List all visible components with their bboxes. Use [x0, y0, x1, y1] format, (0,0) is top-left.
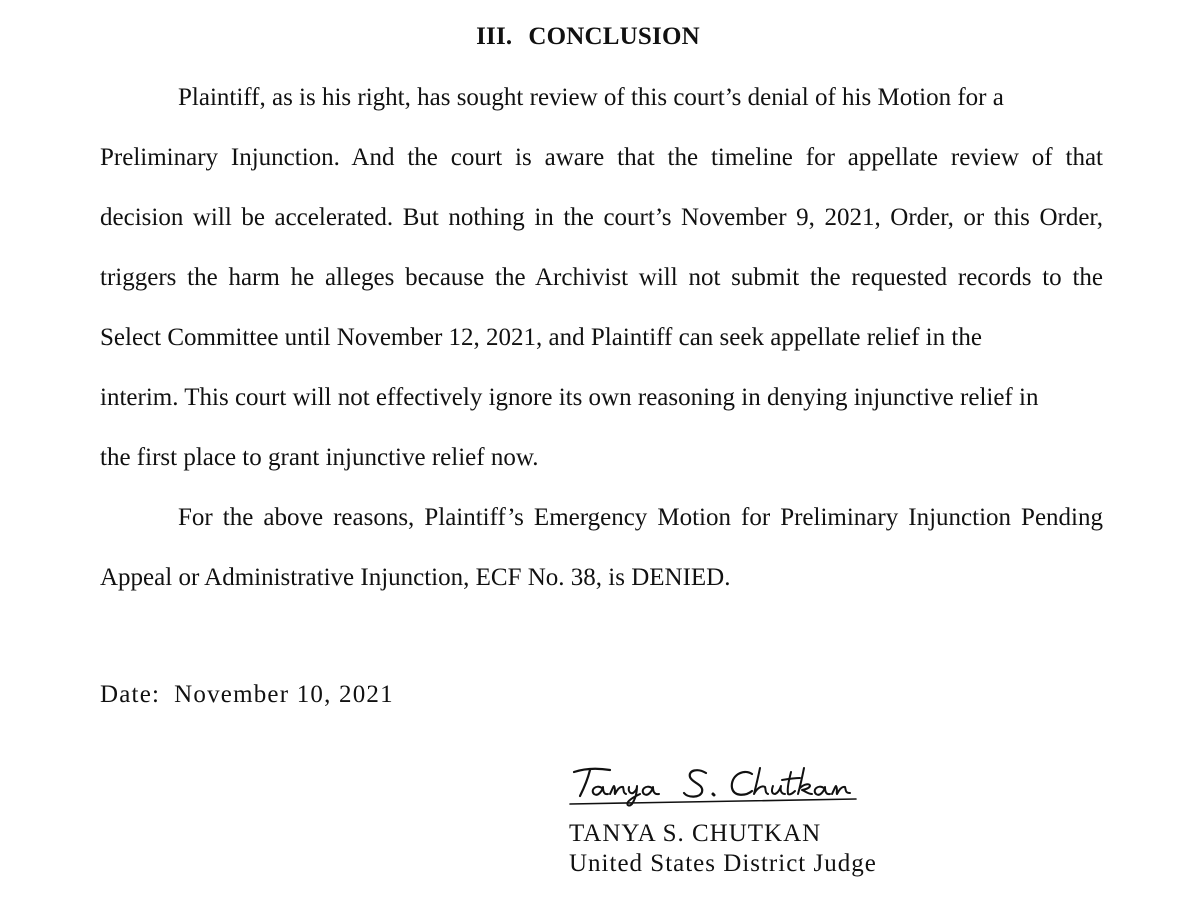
- judge-name: TANYA S. CHUTKAN: [569, 820, 822, 847]
- section-number: III.: [476, 23, 513, 50]
- paragraph-1-line-4: triggers the harm he alleges because the Archivist will not submit the requested records to the: [100, 264, 1103, 291]
- section-heading: [0, 22, 1176, 52]
- paragraph-1-line-5: Select Committee until November 12, 2021, and Plaintiff can seek appellate relief in the: [100, 324, 982, 351]
- date-value: November 10, 2021: [174, 681, 394, 708]
- paragraph-1-line-7: the first place to grant injunctive relief now.: [100, 444, 539, 471]
- judge-title: United States District Judge: [569, 850, 877, 877]
- handwritten-signature: [566, 760, 866, 810]
- paragraph-2-line-1: For the above reasons, Plaintiff’s Emergency Motion for Preliminary Injunction Pending: [178, 504, 1103, 531]
- paragraph-1-line-3: decision will be accelerated. But nothing in the court’s November 9, 2021, Order, or this Order,: [100, 204, 1103, 231]
- section-title: CONCLUSION: [528, 23, 700, 50]
- date-line: [100, 680, 394, 710]
- paragraph-2-line-2: Appeal or Administrative Injunction, ECF No. 38, is DENIED.: [100, 564, 731, 591]
- paragraph-1-line-2: Preliminary Injunction. And the court is aware that the timeline for appellate review of that: [100, 144, 1103, 171]
- date-label: Date:: [100, 681, 161, 708]
- paragraph-1-line-1: Plaintiff, as is his right, has sought review of this court’s denial of his Motion for a: [178, 84, 1004, 111]
- paragraph-1-line-6: interim. This court will not effectively ignore its own reasoning in denying injunctive relief in: [100, 384, 1039, 411]
